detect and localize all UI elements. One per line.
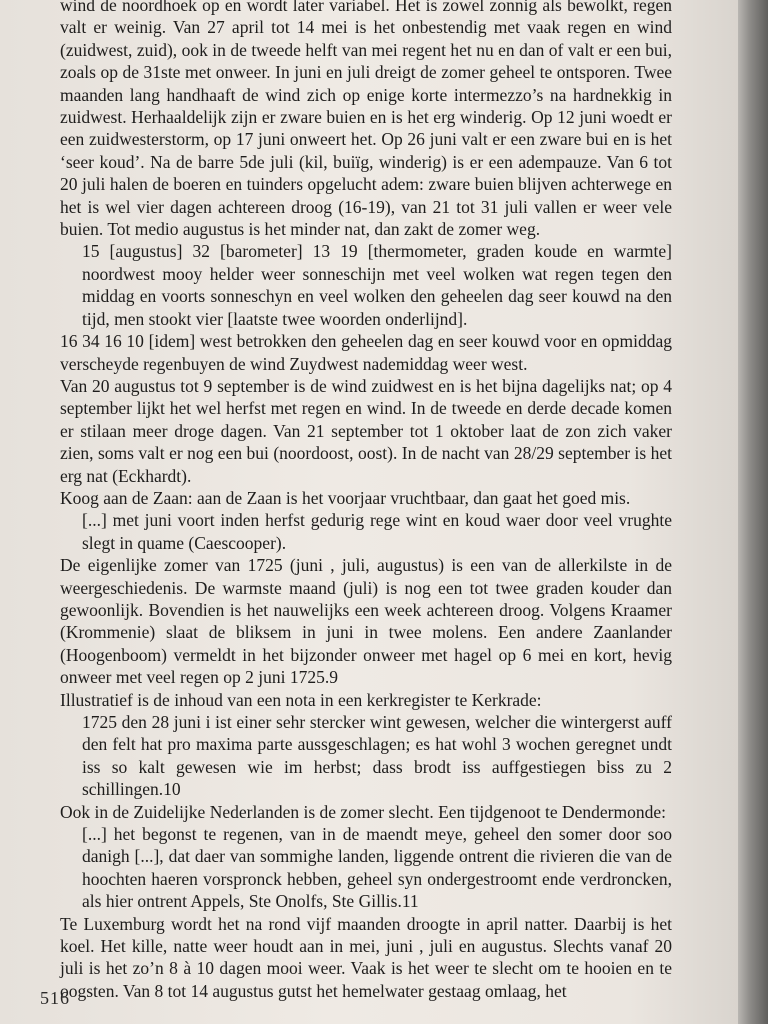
paragraph-summer-1725: De eigenlijke zomer van 1725 (juni , juli, augustus) is een van de allerkilste in de weergeschiedenis. De warmste maand (juli) is nog een tot twee graden kouder dan gewoonlijk. Bovendien is het nauwelijks een week achtereen droog. Volgens Kraamer (Krommenie) slaat de bliksem in juni in twee molens. Een andere Zaanlander (Hoogenboom) vermeldt in het bijzonder onweer met hagel op 6 mei en kort, hevig onweer met veel regen op 2 juni 1725.9 (60, 555, 672, 688)
paragraph-koog-aan-de-zaan: Koog aan de Zaan: aan de Zaan is het voorjaar vruchtbaar, dan gaat het goed mis. (60, 487, 631, 508)
paragraph-luxemburg: Te Luxemburg wordt het na rond vijf maanden droogte in april natter. Daarbij is het koel. Het kille, natte weer houdt aan in mei, juni , juli en augustus. Slechts vanaf 20 juli is het zo’n 8 à 10 dagen mooi weer. Vaak is het weer te slecht om te hooien en te oogsten. Van 8 tot 14 augustus gutst het hemelwater gestaag omlaag, het (60, 913, 672, 1001)
paragraph-southern-netherlands: Ook in de Zuidelijke Nederlanden is de zomer slecht. Een tijdgenoot te Dendermonde: (60, 801, 666, 822)
quote-weather-log-1: 15 [augustus] 32 [barometer] 13 19 [thermometer, graden koude en warmte] noordwest mooy helder weer sonneschijn met veel wolken wat regen tegen den middag en voorts sonneschyn en veel wolken den geheelen dag seer kouwd na den tijd, men stookt vier [laatste twee woorden onderlijnd]. (82, 241, 672, 329)
paragraph-weather-log-2: 16 34 16 10 [idem] west betrokken den geheelen dag en seer kouwd voor en opmiddag verscheyde regenbuyen de wind Zuydwest nademiddag weer west. (60, 331, 672, 374)
body-text (60, 0, 672, 1002)
paragraph-spring-summer: wind de noordhoek op en wordt later variabel. Het is zowel zonnig als bewolkt, regen valt er weinig. Van 27 april tot 14 mei is het onbestendig met vaak regen en wind (zuidwest, zuid), ook in de tweede helft van mei regent het nu en dan of valt er een bui, zoals op de 31ste met onweer. In juni en juli dreigt de zomer geheel te ontsporen. Twee maanden lang handhaaft de wind zich op enige korte intermezzo’s na hardnekkig in zuidwest. Herhaaldelijk zijn er zware buien en is het erg winderig. Op 12 juni woedt er een zuidwesterstorm, op 17 juni onweert het. Op 26 juni valt er een zware bui en is het ‘seer koud’. Na de barre 5de juli (kil, buiïg, winderig) is er een adempauze. Van 6 tot 20 juli halen de boeren en tuinders opgelucht adem: zware buien blijven achterwege en het is wel vier dagen achtereen droog (16-19), van 21 tot 31 juli vallen er weer vele buien. Tot medio augustus is het minder nat, dan zakt de zomer weg. (60, 0, 672, 240)
paragraph-august-september: Van 20 augustus tot 9 september is de wind zuidwest en is het bijna dagelijks nat; op 4 september lijkt het wel herfst met regen en wind. In de tweede en derde decade komen er stilaan meer droge dagen. Van 21 september tot 1 oktober laat de zon zich vaker zien, soms valt er nog een bui (noordoost, oost). In de nacht van 28/29 september is het erg nat (Eckhardt). (60, 375, 672, 486)
page-number: 516 (40, 988, 70, 1008)
binding-edge (738, 0, 768, 1024)
quote-kerkrade: 1725 den 28 juni i ist einer sehr stercker wint gewesen, welcher die wintergerst auff den felt hat pro maxima parte aussgeschlagen; es hat wohl 3 wochen geregnet undt iss so kalt gewesen wie im herbst; dass brodt iss auffgestiegen biss zu 2 schillingen.10 (82, 712, 672, 800)
quote-caescooper: [...] met juni voort inden herfst gedurig rege wint en koud waer door veel vrughte slegt in quame (Caescooper). (82, 510, 672, 553)
quote-dendermonde: [...] het begonst te regenen, van in de maendt meye, geheel den somer door soo danigh [...], dat daer van sommighe landen, liggende ontrent die rivieren die van de hoochten haeren vorspronck hebben, geheel syn ondergestroomt ende verdroncken, als hier ontrent Appels, Ste Onolfs, Ste Gillis.11 (82, 824, 672, 912)
paragraph-kerkrade-intro: Illustratief is de inhoud van een nota in een kerkregister te Kerkrade: (60, 689, 542, 710)
